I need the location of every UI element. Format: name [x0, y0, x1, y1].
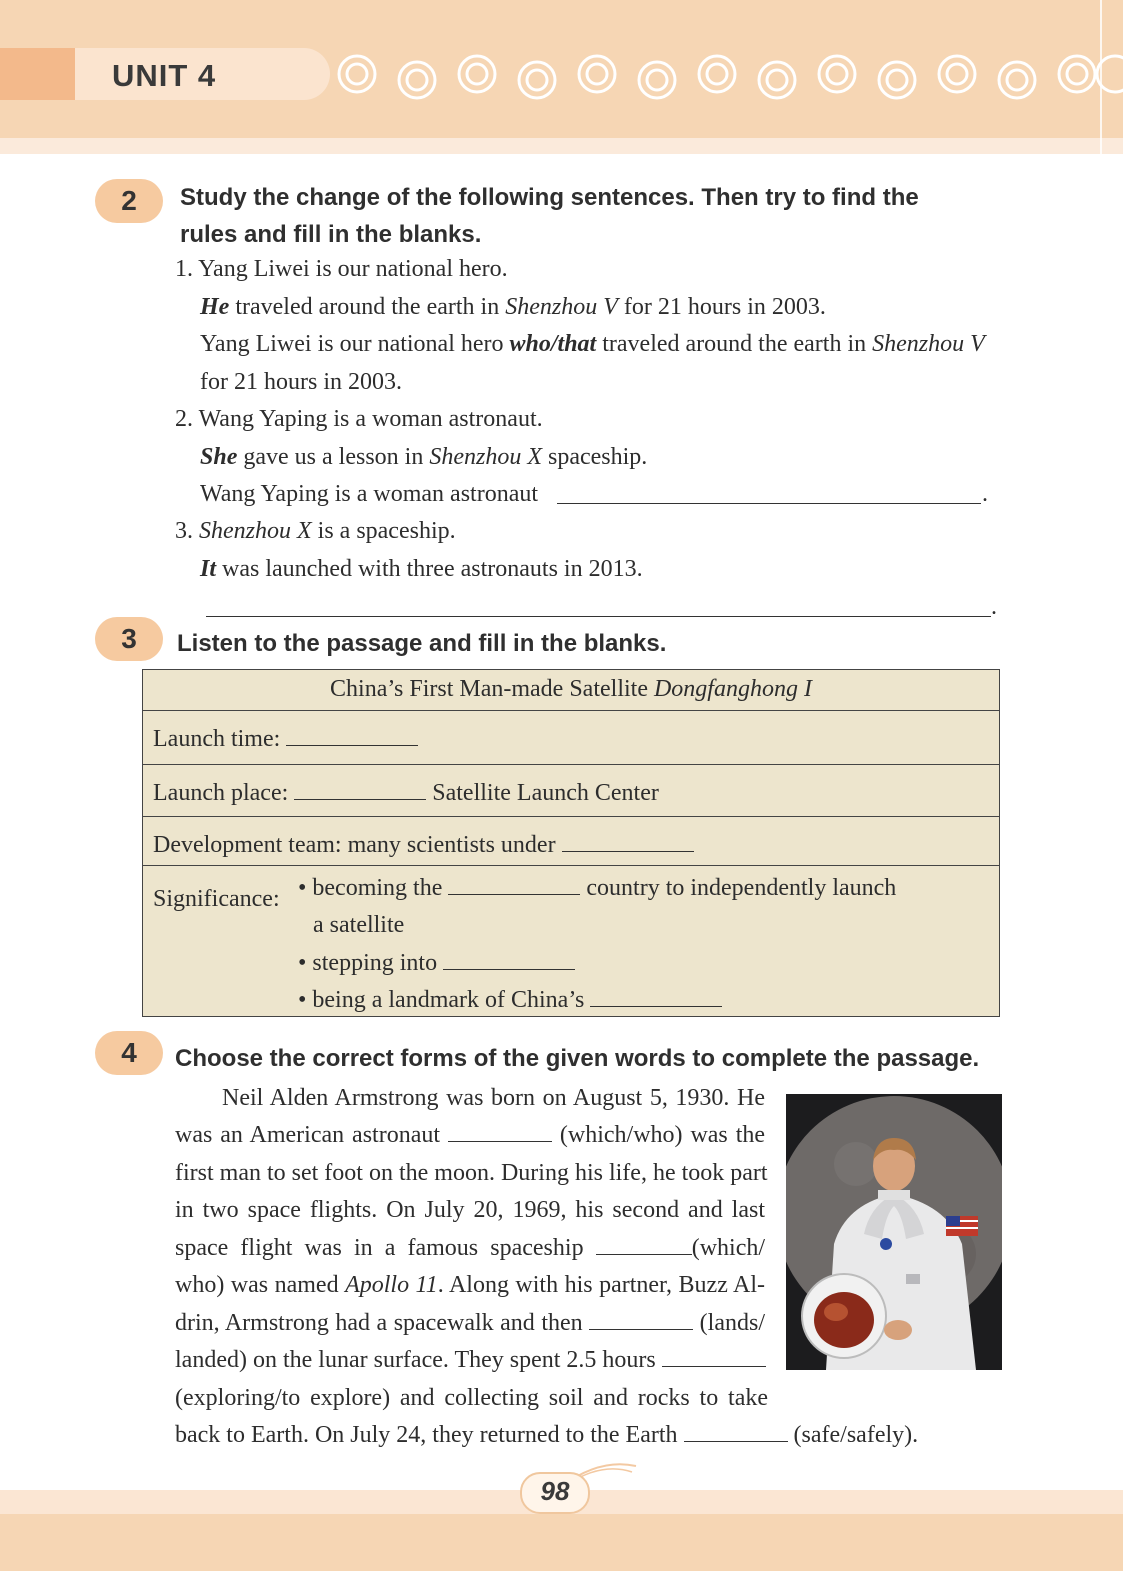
item1-sentence3: Yang Liwei is our national hero who/that traveled around the earth in Shenzhou V [200, 331, 985, 357]
item3-answer-blank[interactable] [206, 616, 991, 617]
section-2-badge: 2 [95, 179, 163, 223]
item2-period: . [982, 481, 988, 507]
item2-sentence3: Wang Yaping is a woman astronaut [200, 481, 539, 507]
item2-answer-blank[interactable] [557, 503, 981, 504]
passage-blank-5[interactable] [684, 1423, 788, 1442]
significance-blank-1[interactable] [448, 876, 580, 895]
significance-bullet-1-cont: a satellite [313, 912, 405, 938]
development-team-row: Development team: many scientists under [153, 832, 694, 859]
passage-blank-1[interactable] [448, 1123, 552, 1142]
passage-line-1: Neil Alden Armstrong was born on August 5, 1930. He [222, 1085, 765, 1111]
significance-blank-2[interactable] [443, 951, 575, 970]
passage-line-6: who) was named Apollo 11. Along with his partner, Buzz Al- [175, 1272, 766, 1298]
decorative-rings-icon [330, 50, 1123, 110]
launch-time-blank[interactable] [286, 727, 418, 746]
section-2-title-line2: rules and fill in the blanks. [180, 221, 482, 248]
significance-blank-3[interactable] [590, 988, 722, 1007]
section-4-badge: 4 [95, 1031, 163, 1075]
item1-sentence3-cont: for 21 hours in 2003. [200, 369, 402, 395]
table-row-divider [143, 816, 999, 817]
launch-time-row: Launch time: [153, 726, 418, 753]
table-heading: China’s First Man-made Satellite Dongfanghong I [330, 676, 812, 702]
significance-label: Significance: [153, 886, 280, 912]
header-divider [1100, 0, 1102, 154]
passage-line-3: first man to set foot on the moon. During his life, he took part [175, 1160, 768, 1186]
astronaut-photo [786, 1094, 1002, 1370]
section-2-title-line1: Study the change of the following sentences. Then try to find the [180, 184, 919, 211]
table-row-divider [143, 764, 999, 765]
launch-place-row: Launch place: Satellite Launch Center [153, 780, 659, 806]
table-row-divider [143, 865, 999, 866]
section-3-badge: 3 [95, 617, 163, 661]
passage-blank-4[interactable] [662, 1348, 766, 1367]
header-band [0, 138, 1123, 154]
item2-sentence2: She gave us a lesson in Shenzhou X spaceship. [200, 444, 648, 470]
passage-line-5: space flight was in a famous spaceship (which/ [175, 1235, 766, 1261]
passage-blank-2[interactable] [596, 1236, 692, 1255]
page-footer [0, 1514, 1123, 1571]
passage-line-8: landed) on the lunar surface. They spent 2.5 hours [175, 1345, 765, 1375]
significance-bullet-3: • being a landmark of China’s [298, 987, 722, 1014]
development-team-blank[interactable] [562, 833, 694, 852]
passage-line-7: drin, Armstrong had a spacewalk and then (lands/ [175, 1310, 765, 1336]
item3-sentence2: It was launched with three astronauts in 2013. [200, 556, 643, 582]
unit-title: UNIT 4 [112, 58, 217, 93]
item3-period: . [991, 594, 997, 620]
significance-bullet-2: • stepping into [298, 950, 575, 977]
table-row-divider [143, 710, 999, 711]
item2-sentence1: 2. Wang Yaping is a woman astronaut. [175, 406, 543, 432]
passage-line-9: (exploring/to explore) and collecting soil and rocks to take [175, 1385, 768, 1411]
satellite-table [142, 669, 1000, 1017]
page-number: 98 [540, 1476, 570, 1506]
section-3-title: Listen to the passage and fill in the blanks. [177, 630, 667, 657]
passage-line-4: in two space flights. On July 20, 1969, his second and last [175, 1197, 765, 1223]
item1-sentence1: 1. Yang Liwei is our national hero. [175, 256, 508, 282]
item1-sentence2: He traveled around the earth in Shenzhou V for 21 hours in 2003. [200, 294, 826, 320]
item3-sentence1: 3. Shenzhou X is a spaceship. [175, 518, 456, 544]
passage-line-10: back to Earth. On July 24, they returned to the Earth (safe/safely). [175, 1422, 919, 1448]
section-4-title: Choose the correct forms of the given words to complete the passage. [175, 1045, 980, 1072]
passage-line-2: was an American astronaut (which/who) was the [175, 1122, 766, 1148]
passage-blank-3[interactable] [589, 1311, 693, 1330]
launch-place-blank[interactable] [294, 781, 426, 800]
significance-bullet-1: • becoming the country to independently launch [298, 875, 897, 901]
